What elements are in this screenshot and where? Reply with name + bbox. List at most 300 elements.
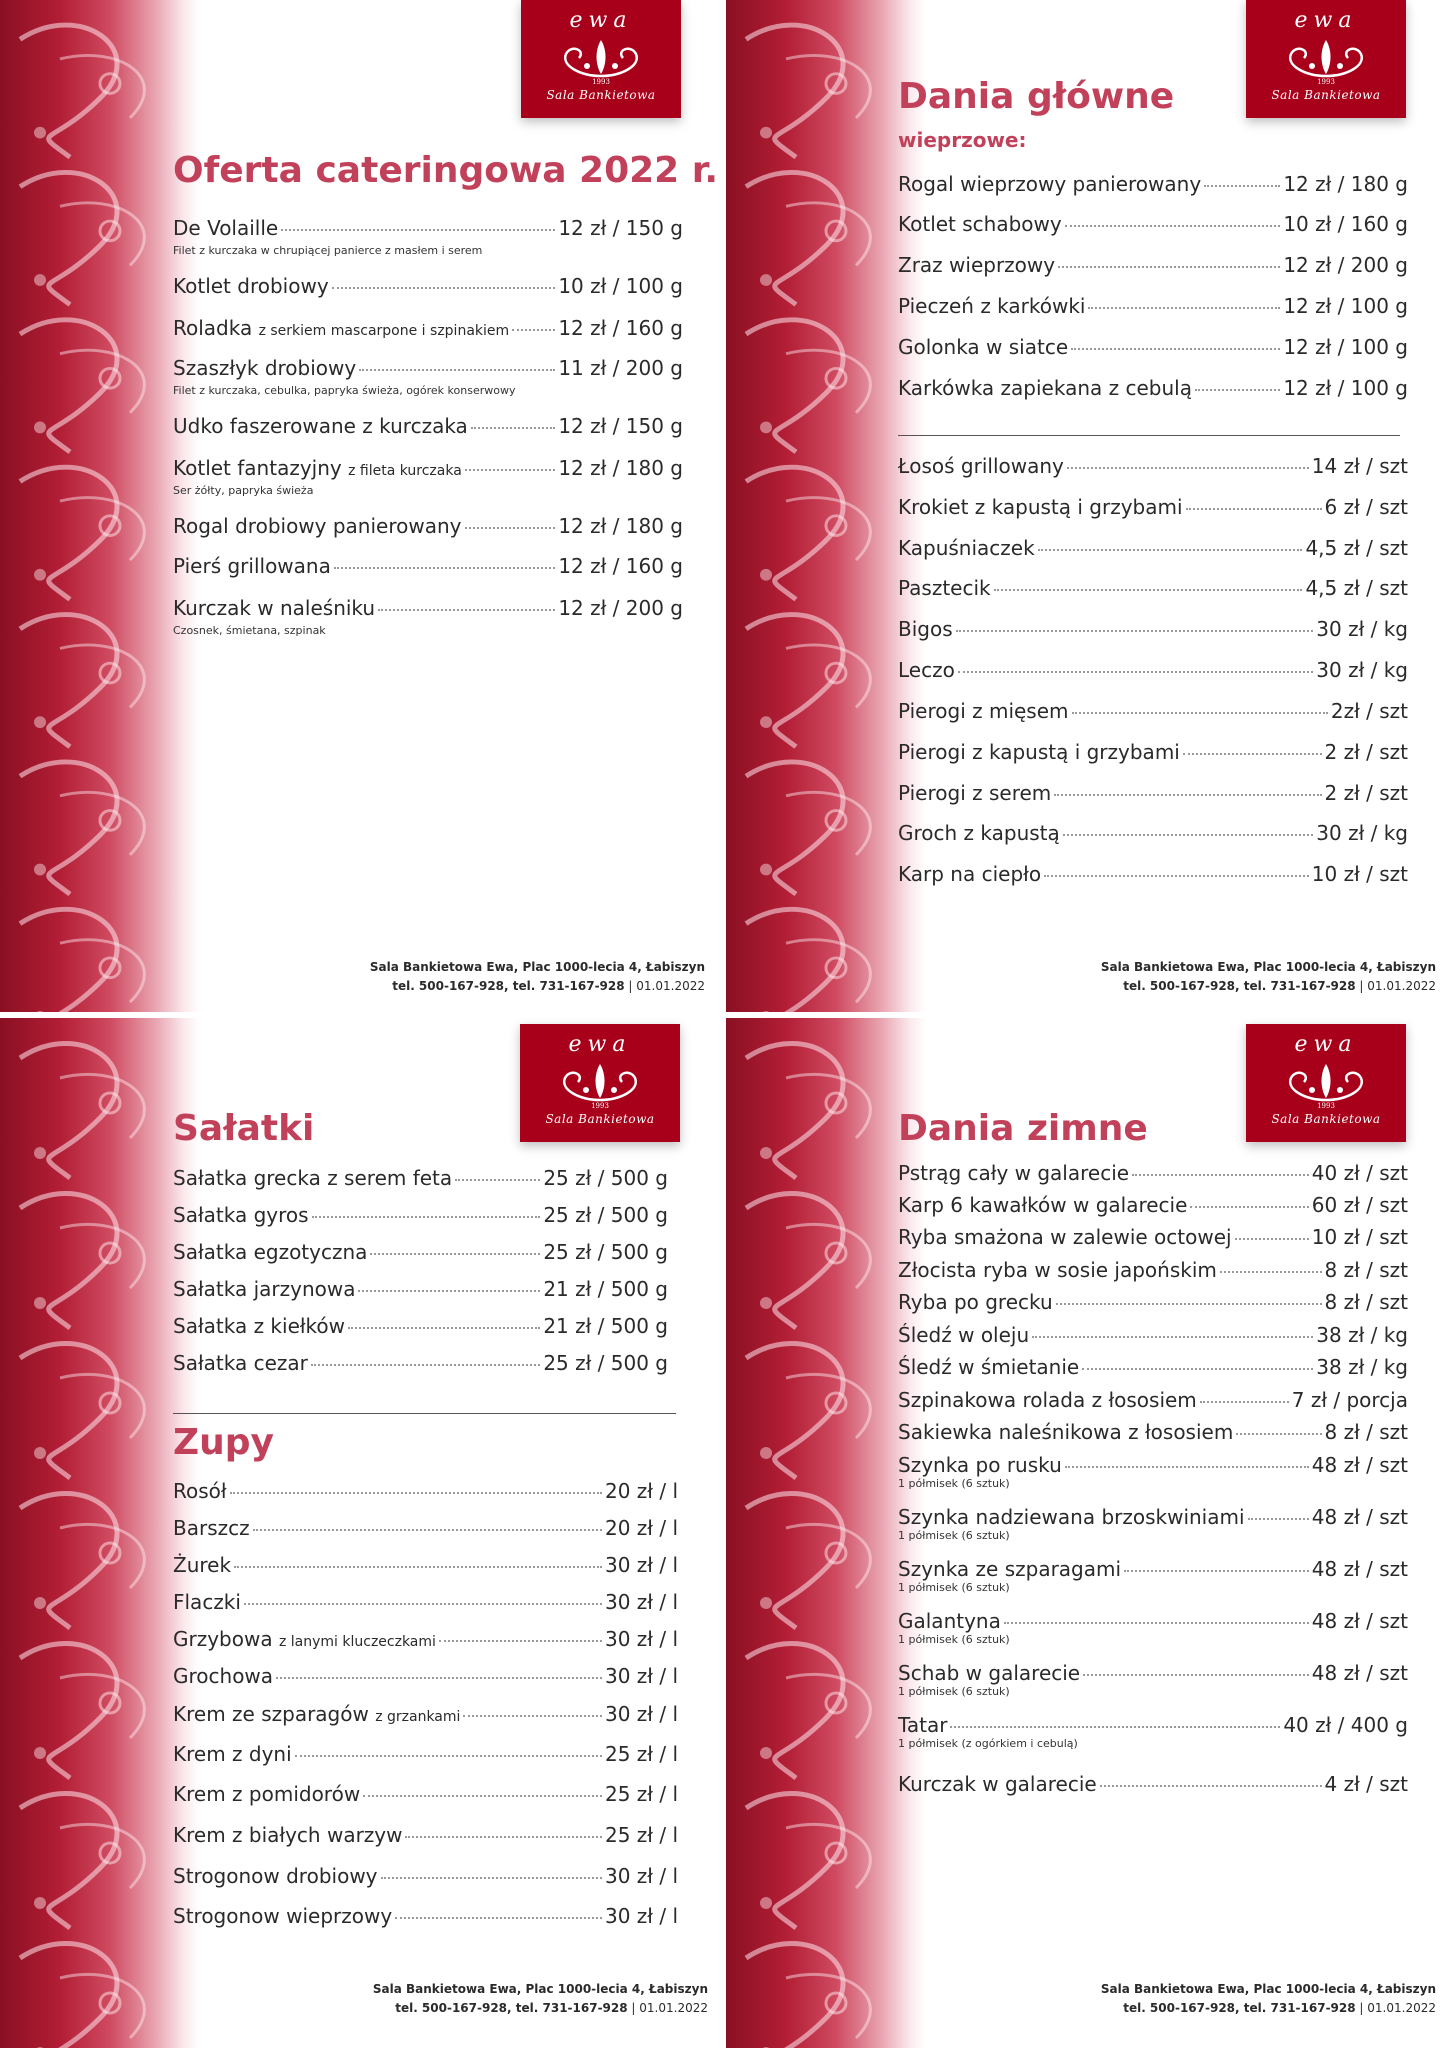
logo-ewa-text: ewa: [568, 1032, 632, 1057]
menu-item-description: 1 półmisek (6 sztuk): [898, 1685, 1010, 1698]
menu-item-name: Złocista ryba w sosie japońskim: [898, 1258, 1217, 1282]
menu-item-price: 12 zł / 100 g: [1283, 294, 1408, 318]
section-divider: [173, 1413, 676, 1414]
menu-item-name: Karp 6 kawałków w galarecie: [898, 1193, 1188, 1217]
menu-item: [898, 821, 1408, 845]
menu-item-description: Filet z kurczaka w chrupiącej panierce z masłem i serem: [173, 244, 483, 257]
menu-item-name: Kurczak w galarecie: [898, 1772, 1097, 1796]
menu-item: [898, 658, 1408, 682]
menu-item-name: Sakiewka naleśnikowa z łososiem: [898, 1420, 1234, 1444]
menu-item-price: 30 zł / l: [605, 1702, 678, 1726]
menu-item: [898, 1772, 1408, 1796]
menu-item: [173, 316, 683, 340]
dot-leader: [378, 609, 555, 611]
menu-item: [173, 1553, 678, 1577]
dot-leader: [1220, 1271, 1322, 1273]
menu-item-price: 4 zł / szt: [1324, 1772, 1408, 1796]
menu-item: [898, 495, 1408, 519]
footer-phones: tel. 500-167-928, tel. 731-167-928: [1123, 2001, 1356, 2015]
menu-item: [898, 1355, 1408, 1379]
menu-item: [173, 1351, 668, 1375]
menu-item: [173, 1277, 668, 1301]
dot-leader: [463, 1715, 602, 1717]
logo: [520, 1024, 680, 1142]
decorative-swirl-band: [726, 1018, 926, 2048]
menu-item-price: 48 zł / szt: [1311, 1557, 1408, 1581]
dot-leader: [1204, 185, 1280, 187]
menu-item: [898, 576, 1408, 600]
menu-item-note: z lanymi kluczeczkami: [278, 1634, 436, 1650]
menu-item: [898, 335, 1408, 359]
menu-item: [898, 1193, 1408, 1217]
swirl-ornament: [0, 1018, 200, 2048]
menu-item: [173, 216, 683, 240]
menu-item-name: Karkówka zapiekana z cebulą: [898, 376, 1192, 400]
swirl-ornament: [726, 0, 926, 1012]
footer-date: 01.01.2022: [1367, 2001, 1436, 2015]
footer-address: Sala Bankietowa Ewa, Plac 1000-lecia 4, Łabiszyn: [372, 1982, 708, 1996]
menu-item-price: 25 zł / 500 g: [543, 1351, 668, 1375]
menu-item-description: 1 półmisek (6 sztuk): [898, 1581, 1010, 1594]
footer-address: Sala Bankietowa Ewa, Plac 1000-lecia 4, Łabiszyn: [1100, 1982, 1436, 1996]
menu-item: [173, 1314, 668, 1338]
menu-item: [173, 1479, 678, 1503]
dot-leader: [1132, 1174, 1309, 1176]
menu-item-name: Grzybowa z lanymi kluczeczkami: [173, 1627, 436, 1651]
dot-leader: [1088, 307, 1280, 309]
menu-item-name: Schab w galarecie: [898, 1661, 1081, 1685]
dot-leader: [958, 671, 1313, 673]
menu-item: [173, 1742, 678, 1766]
menu-item: [898, 172, 1408, 196]
menu-item: [173, 1702, 678, 1726]
menu-page-salads-soups: [0, 1018, 720, 2048]
menu-item-name: De Volaille: [173, 216, 279, 240]
menu-item-price: 48 zł / szt: [1311, 1453, 1408, 1477]
menu-item-description: Filet z kurczaka, cebulka, papryka świeża, ogórek konserwowy: [173, 384, 516, 397]
menu-item-price: 48 zł / szt: [1311, 1505, 1408, 1529]
menu-item: [898, 1557, 1408, 1581]
menu-item: [898, 253, 1408, 277]
menu-item-name: Sałatka gyros: [173, 1203, 309, 1227]
menu-item: [898, 1661, 1408, 1685]
footer-address: Sala Bankietowa Ewa, Plac 1000-lecia 4, Łabiszyn: [369, 960, 705, 974]
footer-address: Sala Bankietowa Ewa, Plac 1000-lecia 4, Łabiszyn: [1100, 960, 1436, 974]
footer-phones: tel. 500-167-928, tel. 731-167-928: [395, 2001, 628, 2015]
menu-item-price: 21 zł / 500 g: [543, 1314, 668, 1338]
menu-item-price: 12 zł / 200 g: [1283, 253, 1408, 277]
menu-item-price: 25 zł / 500 g: [543, 1166, 668, 1190]
dot-leader: [1235, 1238, 1309, 1240]
decorative-swirl-band: [0, 1018, 200, 2048]
section-subtitle: wieprzowe:: [898, 128, 1027, 152]
menu-item-name: Sałatka z kiełków: [173, 1314, 346, 1338]
menu-item-description: Czosnek, śmietana, szpinak: [173, 624, 326, 637]
menu-item-name: Barszcz: [173, 1516, 250, 1540]
menu-item-name: Śledź w śmietanie: [898, 1355, 1080, 1379]
menu-item-price: 11 zł / 200 g: [558, 356, 683, 380]
menu-item-price: 60 zł / szt: [1311, 1193, 1408, 1217]
dot-leader: [1004, 1622, 1309, 1624]
dot-leader: [348, 1327, 540, 1329]
menu-item-name: Sałatka jarzynowa: [173, 1277, 356, 1301]
menu-item-name: Roladka z serkiem mascarpone i szpinakiem: [173, 316, 510, 340]
menu-item-name: Pasztecik: [898, 576, 991, 600]
dot-leader: [1058, 266, 1280, 268]
menu-item-name: Rogal drobiowy panierowany: [173, 514, 462, 538]
menu-item: [898, 1161, 1408, 1185]
menu-item-name: Zraz wieprzowy: [898, 253, 1056, 277]
menu-item: [898, 1323, 1408, 1347]
menu-item-description: 1 półmisek (6 sztuk): [898, 1477, 1010, 1490]
menu-item-name: Kotlet fantazyjny z fileta kurczaka: [173, 456, 462, 480]
menu-item-price: 25 zł / 500 g: [543, 1203, 668, 1227]
menu-item-price: 25 zł / 500 g: [543, 1240, 668, 1264]
menu-item-price: 10 zł / 100 g: [558, 274, 683, 298]
footer-date: 01.01.2022: [639, 2001, 708, 2015]
menu-item-name: Pierogi z serem: [898, 781, 1052, 805]
dot-leader: [956, 630, 1314, 632]
dot-leader: [1083, 1674, 1309, 1676]
dot-leader: [439, 1640, 602, 1642]
menu-page-cold-dishes: [726, 1018, 1448, 2048]
menu-item: [898, 212, 1408, 236]
menu-item: [173, 514, 683, 538]
dot-leader: [1065, 225, 1281, 227]
menu-item-price: 10 zł / szt: [1311, 1225, 1408, 1249]
menu-item: [173, 1627, 678, 1651]
dot-leader: [1065, 1466, 1309, 1468]
dot-leader: [359, 369, 555, 371]
section-title-soups: Zupy: [173, 1422, 274, 1463]
menu-item-price: 40 zł / 400 g: [1283, 1713, 1408, 1737]
dot-leader: [395, 1917, 602, 1919]
menu-item-price: 30 zł / kg: [1316, 617, 1408, 641]
menu-item-name: Grochowa: [173, 1664, 274, 1688]
dot-leader: [1200, 1401, 1289, 1403]
menu-item-price: 2 zł / szt: [1324, 781, 1408, 805]
menu-item-price: 48 zł / szt: [1311, 1661, 1408, 1685]
menu-item-price: 10 zł / szt: [1311, 862, 1408, 886]
menu-item-price: 20 zł / l: [605, 1516, 678, 1540]
menu-item: [173, 1782, 678, 1806]
swirl-ornament: [0, 0, 200, 1012]
dot-leader: [1054, 794, 1321, 796]
dot-leader: [234, 1566, 602, 1568]
menu-item-name: Szpinakowa rolada z łososiem: [898, 1388, 1197, 1412]
dot-leader: [1071, 348, 1280, 350]
menu-item-price: 14 zł / szt: [1311, 454, 1408, 478]
menu-item-name: Łosoś grillowany: [898, 454, 1064, 478]
logo-name: Sala Bankietowa: [545, 1112, 655, 1126]
menu-item-name: Kapuśniaczek: [898, 536, 1035, 560]
logo: [521, 0, 681, 118]
menu-item-description: 1 półmisek (6 sztuk): [898, 1529, 1010, 1542]
dot-leader: [1072, 712, 1328, 714]
page-title: Dania główne: [898, 76, 1175, 117]
menu-item: [173, 1664, 678, 1688]
menu-item-name: Krokiet z kapustą i grzybami: [898, 495, 1183, 519]
dot-leader: [370, 1253, 540, 1255]
dot-leader: [465, 527, 556, 529]
menu-item: [173, 1516, 678, 1540]
menu-item-name: Ryba smażona w zalewie octowej: [898, 1225, 1232, 1249]
footer: Sala Bankietowa Ewa, Plac 1000-lecia 4, Łabiszyn tel. 500-167-928, tel. 731-167-928 | 01.01.2022: [372, 1982, 708, 2015]
menu-item-price: 30 zł / kg: [1316, 821, 1408, 845]
decorative-swirl-band: [726, 0, 926, 1012]
menu-item-price: 12 zł / 180 g: [558, 514, 683, 538]
menu-item-price: 30 zł / l: [605, 1904, 678, 1928]
menu-item-price: 30 zł / l: [605, 1590, 678, 1614]
menu-item: [173, 1166, 668, 1190]
menu-item: [898, 1290, 1408, 1314]
menu-item-name: Sałatka cezar: [173, 1351, 308, 1375]
dot-leader: [230, 1492, 602, 1494]
swirl-ornament: [726, 1018, 926, 2048]
menu-item: [898, 376, 1408, 400]
menu-item-price: 7 zł / porcja: [1291, 1388, 1408, 1412]
dot-leader: [1236, 1433, 1321, 1435]
dot-leader: [363, 1795, 602, 1797]
menu-item-price: 20 zł / l: [605, 1479, 678, 1503]
menu-item-name: Szynka nadziewana brzoskwiniami: [898, 1505, 1245, 1529]
menu-item-price: 12 zł / 160 g: [558, 316, 683, 340]
ornament-icon: [1276, 1060, 1376, 1104]
dot-leader: [465, 469, 556, 471]
ornament-icon: [550, 1060, 650, 1104]
menu-item-price: 30 zł / l: [605, 1864, 678, 1888]
dot-leader: [1248, 1518, 1309, 1520]
menu-item-description: 1 półmisek (z ogórkiem i cebulą): [898, 1737, 1078, 1750]
dot-leader: [253, 1529, 602, 1531]
menu-item-price: 12 zł / 200 g: [558, 596, 683, 620]
menu-page-main-dishes: [726, 0, 1448, 1012]
logo-name: Sala Bankietowa: [546, 88, 656, 102]
menu-item-name: Udko faszerowane z kurczaka: [173, 414, 468, 438]
menu-item: [898, 1388, 1408, 1412]
menu-item-price: 30 zł / l: [605, 1553, 678, 1577]
menu-item-name: Kurczak w naleśniku: [173, 596, 376, 620]
menu-item-price: 8 zł / szt: [1324, 1290, 1408, 1314]
logo-ewa-text: ewa: [1294, 8, 1358, 33]
menu-item-price: 40 zł / szt: [1311, 1161, 1408, 1185]
decorative-swirl-band: [0, 0, 200, 1012]
menu-item-price: 25 zł / l: [605, 1742, 678, 1766]
menu-item: [173, 596, 683, 620]
menu-item: [898, 1258, 1408, 1282]
menu-item-price: 12 zł / 160 g: [558, 554, 683, 578]
menu-item-name: Galantyna: [898, 1609, 1001, 1633]
menu-item-price: 30 zł / l: [605, 1664, 678, 1688]
menu-item-name: Pierogi z kapustą i grzybami: [898, 740, 1180, 764]
dot-leader: [1124, 1570, 1309, 1572]
dot-leader: [512, 329, 555, 331]
dot-leader: [1183, 753, 1322, 755]
menu-item-name: Bigos: [898, 617, 953, 641]
dot-leader: [381, 1877, 602, 1879]
menu-item: [898, 454, 1408, 478]
dot-leader: [334, 567, 555, 569]
menu-item: [173, 1203, 668, 1227]
menu-item-price: 25 zł / l: [605, 1782, 678, 1806]
menu-item-price: 6 zł / szt: [1324, 495, 1408, 519]
menu-item-name: Pierś grillowana: [173, 554, 331, 578]
menu-item: [898, 699, 1408, 723]
dot-leader: [1190, 1206, 1308, 1208]
menu-item-name: Krem z dyni: [173, 1742, 292, 1766]
menu-item: [898, 862, 1408, 886]
footer-date: 01.01.2022: [1367, 979, 1436, 993]
footer-phones: tel. 500-167-928, tel. 731-167-928: [1123, 979, 1356, 993]
menu-item-price: 12 zł / 150 g: [558, 216, 683, 240]
menu-item-price: 21 zł / 500 g: [543, 1277, 668, 1301]
menu-item-name: Śledź w oleju: [898, 1323, 1030, 1347]
menu-item-name: Strogonow drobiowy: [173, 1864, 378, 1888]
menu-item-name: Leczo: [898, 658, 955, 682]
menu-item-name: Ryba po grecku: [898, 1290, 1053, 1314]
menu-item-name: Krem z pomidorów: [173, 1782, 361, 1806]
logo-year: 1993: [1317, 78, 1335, 86]
logo-year: 1993: [591, 1102, 609, 1110]
menu-item: [173, 1590, 678, 1614]
menu-item: [173, 1823, 678, 1847]
menu-item-price: 30 zł / l: [605, 1627, 678, 1651]
menu-item: [173, 1904, 678, 1928]
dot-leader: [1063, 834, 1314, 836]
menu-item-price: 2zł / szt: [1330, 699, 1408, 723]
menu-item-price: 12 zł / 180 g: [1283, 172, 1408, 196]
menu-item: [898, 1505, 1408, 1529]
menu-item-price: 25 zł / l: [605, 1823, 678, 1847]
menu-item: [173, 1864, 678, 1888]
menu-item-name: Pierogi z mięsem: [898, 699, 1069, 723]
dot-leader: [281, 229, 555, 231]
menu-item: [898, 1713, 1408, 1737]
menu-item-name: Żurek: [173, 1553, 232, 1577]
menu-item-price: 12 zł / 100 g: [1283, 376, 1408, 400]
menu-item-name: Karp na ciepło: [898, 862, 1042, 886]
dot-leader: [311, 1364, 540, 1366]
menu-item-name: Flaczki: [173, 1590, 241, 1614]
logo-ewa-text: ewa: [569, 8, 633, 33]
menu-item-name: Rosół: [173, 1479, 227, 1503]
logo-name: Sala Bankietowa: [1271, 1112, 1381, 1126]
menu-item-name: Krem z białych warzyw: [173, 1823, 403, 1847]
menu-item: [173, 356, 683, 380]
menu-item-name: Kotlet drobiowy: [173, 274, 329, 298]
menu-item: [173, 554, 683, 578]
dot-leader: [1100, 1785, 1322, 1787]
menu-item-note: z serkiem mascarpone i szpinakiem: [258, 323, 510, 339]
footer: Sala Bankietowa Ewa, Plac 1000-lecia 4, Łabiszyn tel. 500-167-928, tel. 731-167-928 | 01.01.2022: [369, 960, 705, 993]
dot-leader: [312, 1216, 541, 1218]
menu-page-poultry: [0, 0, 720, 1012]
menu-item: [898, 781, 1408, 805]
dot-leader: [1056, 1303, 1322, 1305]
menu-item-price: 12 zł / 180 g: [558, 456, 683, 480]
dot-leader: [244, 1603, 602, 1605]
logo-year: 1993: [592, 78, 610, 86]
dot-leader: [276, 1677, 602, 1679]
dot-leader: [1038, 549, 1303, 551]
menu-item-name: Rogal wieprzowy panierowany: [898, 172, 1202, 196]
menu-item-name: Kotlet schabowy: [898, 212, 1062, 236]
menu-item-description: 1 półmisek (6 sztuk): [898, 1633, 1010, 1646]
menu-item: [173, 1240, 668, 1264]
dot-leader: [471, 427, 556, 429]
footer: Sala Bankietowa Ewa, Plac 1000-lecia 4, Łabiszyn tel. 500-167-928, tel. 731-167-928 | 01.01.2022: [1100, 1982, 1436, 2015]
section-title-salads: Sałatki: [173, 1108, 315, 1149]
menu-item: [898, 1420, 1408, 1444]
page-title: Oferta cateringowa 2022 r.: [173, 150, 719, 191]
menu-item-price: 38 zł / kg: [1316, 1355, 1408, 1379]
menu-item: [898, 1225, 1408, 1249]
menu-item-price: 38 zł / kg: [1316, 1323, 1408, 1347]
footer-date: 01.01.2022: [636, 979, 705, 993]
dot-leader: [1044, 875, 1309, 877]
menu-item-price: 4,5 zł / szt: [1305, 576, 1408, 600]
menu-item-name: Sałatka grecka z serem feta: [173, 1166, 453, 1190]
menu-item-note: z fileta kurczaka: [348, 463, 462, 479]
menu-item: [898, 294, 1408, 318]
menu-item-price: 8 zł / szt: [1324, 1420, 1408, 1444]
menu-item-name: Pieczeń z karkówki: [898, 294, 1086, 318]
dot-leader: [1195, 389, 1280, 391]
menu-item-note: z grzankami: [375, 1709, 461, 1725]
logo: [1246, 1024, 1406, 1142]
logo: [1246, 0, 1406, 118]
menu-item-description: Ser żółty, papryka świeża: [173, 484, 314, 497]
dot-leader: [358, 1290, 540, 1292]
dot-leader: [1186, 508, 1322, 510]
menu-item: [173, 274, 683, 298]
ornament-icon: [1276, 36, 1376, 80]
dot-leader: [405, 1836, 602, 1838]
dot-leader: [332, 287, 556, 289]
menu-item-name: Szynka po rusku: [898, 1453, 1062, 1477]
footer: Sala Bankietowa Ewa, Plac 1000-lecia 4, Łabiszyn tel. 500-167-928, tel. 731-167-928 | 01.01.2022: [1100, 960, 1436, 993]
menu-item-name: Groch z kapustą: [898, 821, 1060, 845]
dot-leader: [994, 589, 1303, 591]
menu-item-name: Szaszłyk drobiowy: [173, 356, 357, 380]
footer-phones: tel. 500-167-928, tel. 731-167-928: [392, 979, 625, 993]
menu-item-name: Pstrąg cały w galarecie: [898, 1161, 1130, 1185]
menu-item-name: Golonka w siatce: [898, 335, 1069, 359]
section-divider: [898, 435, 1400, 436]
menu-item-name: Tatar: [898, 1713, 948, 1737]
page-title: Dania zimne: [898, 1108, 1148, 1149]
dot-leader: [1082, 1368, 1313, 1370]
menu-item-price: 48 zł / szt: [1311, 1609, 1408, 1633]
menu-item-price: 30 zł / kg: [1316, 658, 1408, 682]
logo-year: 1993: [1317, 1102, 1335, 1110]
dot-leader: [455, 1179, 540, 1181]
dot-leader: [1067, 467, 1309, 469]
menu-item-price: 10 zł / 160 g: [1283, 212, 1408, 236]
menu-item-name: Szynka ze szparagami: [898, 1557, 1122, 1581]
menu-item: [898, 536, 1408, 560]
menu-item-price: 4,5 zł / szt: [1305, 536, 1408, 560]
menu-item: [173, 456, 683, 480]
menu-item: [898, 740, 1408, 764]
ornament-icon: [551, 36, 651, 80]
menu-item-price: 8 zł / szt: [1324, 1258, 1408, 1282]
menu-item: [898, 1453, 1408, 1477]
logo-ewa-text: ewa: [1294, 1032, 1358, 1057]
menu-item: [898, 617, 1408, 641]
menu-item: [898, 1609, 1408, 1633]
menu-item-price: 2 zł / szt: [1324, 740, 1408, 764]
